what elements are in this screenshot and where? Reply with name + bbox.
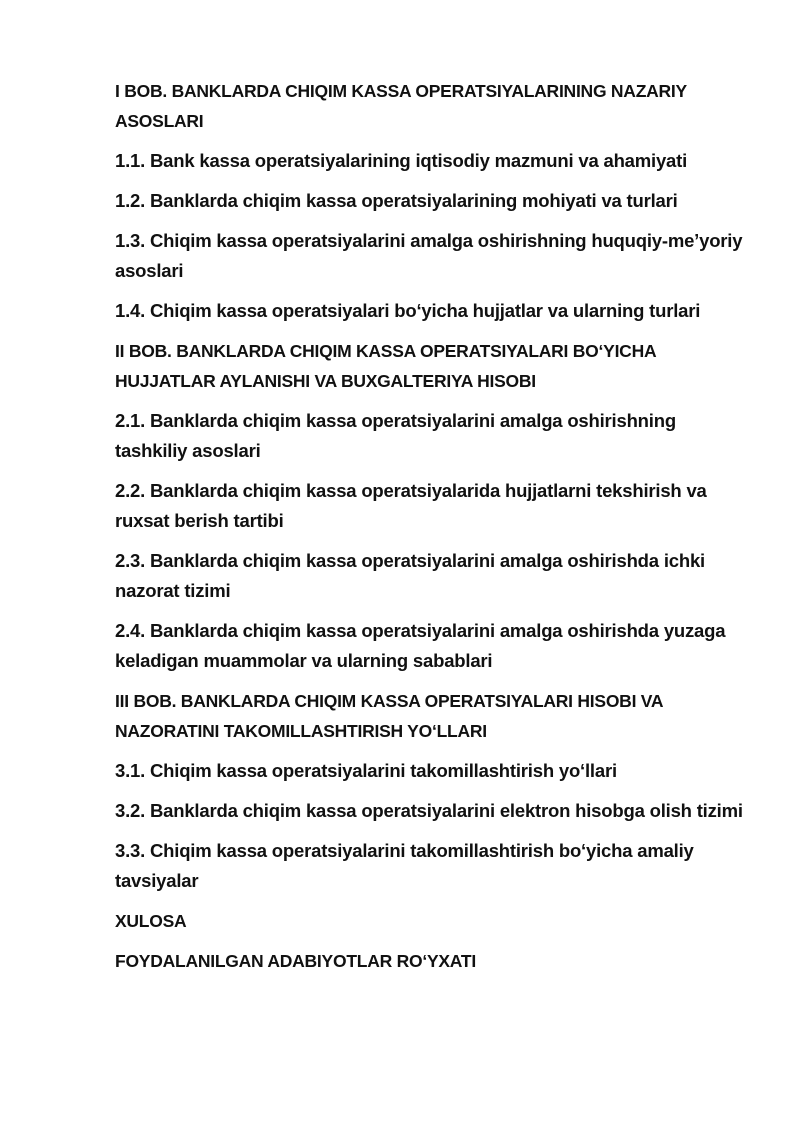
toc-section-1-2: 1.2. Banklarda chiqim kassa operatsiyalarining mohiyati va turlari: [115, 190, 678, 211]
toc-section-3-1: 3.1. Chiqim kassa operatsiyalarini takomillashtirish yo‘llari: [115, 760, 617, 781]
toc-section-2-4: 2.4. Banklarda chiqim kassa operatsiyalarini amalga oshirishda yuzaga keladigan muammolar va ularning sabablari: [115, 620, 726, 671]
toc-references: FOYDALANILGAN ADABIYOTLAR RO‘YXATI: [115, 951, 476, 971]
toc-conclusion: XULOSA: [115, 911, 187, 931]
toc-chapter-2-heading: II BOB. BANKLARDA CHIQIM KASSA OPERATSIYALARI BO‘YICHA HUJJATLAR AYLANISHI VA BUXGALTERIYA HISOBI: [115, 341, 656, 391]
toc-chapter-3-heading: III BOB. BANKLARDA CHIQIM KASSA OPERATSIYALARI HISOBI VA NAZORATINI TAKOMILLASHTIRISH YO‘LLARI: [115, 691, 663, 741]
toc-section-3-2: 3.2. Banklarda chiqim kassa operatsiyalarini elektron hisobga olish tizimi: [115, 800, 743, 821]
toc-section-1-4: 1.4. Chiqim kassa operatsiyalari bo‘yicha hujjatlar va ularning turlari: [115, 300, 701, 321]
toc-section-2-3: 2.3. Banklarda chiqim kassa operatsiyalarini amalga oshirishda ichki nazorat tizimi: [115, 550, 705, 601]
toc-section-1-3: 1.3. Chiqim kassa operatsiyalarini amalga oshirishning huquqiy-me’yoriy asoslari: [115, 230, 743, 281]
toc-section-2-2: 2.2. Banklarda chiqim kassa operatsiyalarida hujjatlarni tekshirish va ruxsat berish tartibi: [115, 480, 707, 531]
toc-section-1-1: 1.1. Bank kassa operatsiyalarining iqtisodiy mazmuni va ahamiyati: [115, 150, 688, 171]
toc-section-3-3: 3.3. Chiqim kassa operatsiyalarini takomillashtirish bo‘yicha amaliy tavsiyalar: [115, 840, 694, 891]
toc-section-2-1: 2.1. Banklarda chiqim kassa operatsiyalarini amalga oshirishning tashkiliy asoslari: [115, 410, 676, 461]
table-of-contents: [115, 76, 745, 986]
toc-chapter-1-heading: I BOB. BANKLARDA CHIQIM KASSA OPERATSIYALARINING NAZARIY ASOSLARI: [115, 81, 687, 131]
